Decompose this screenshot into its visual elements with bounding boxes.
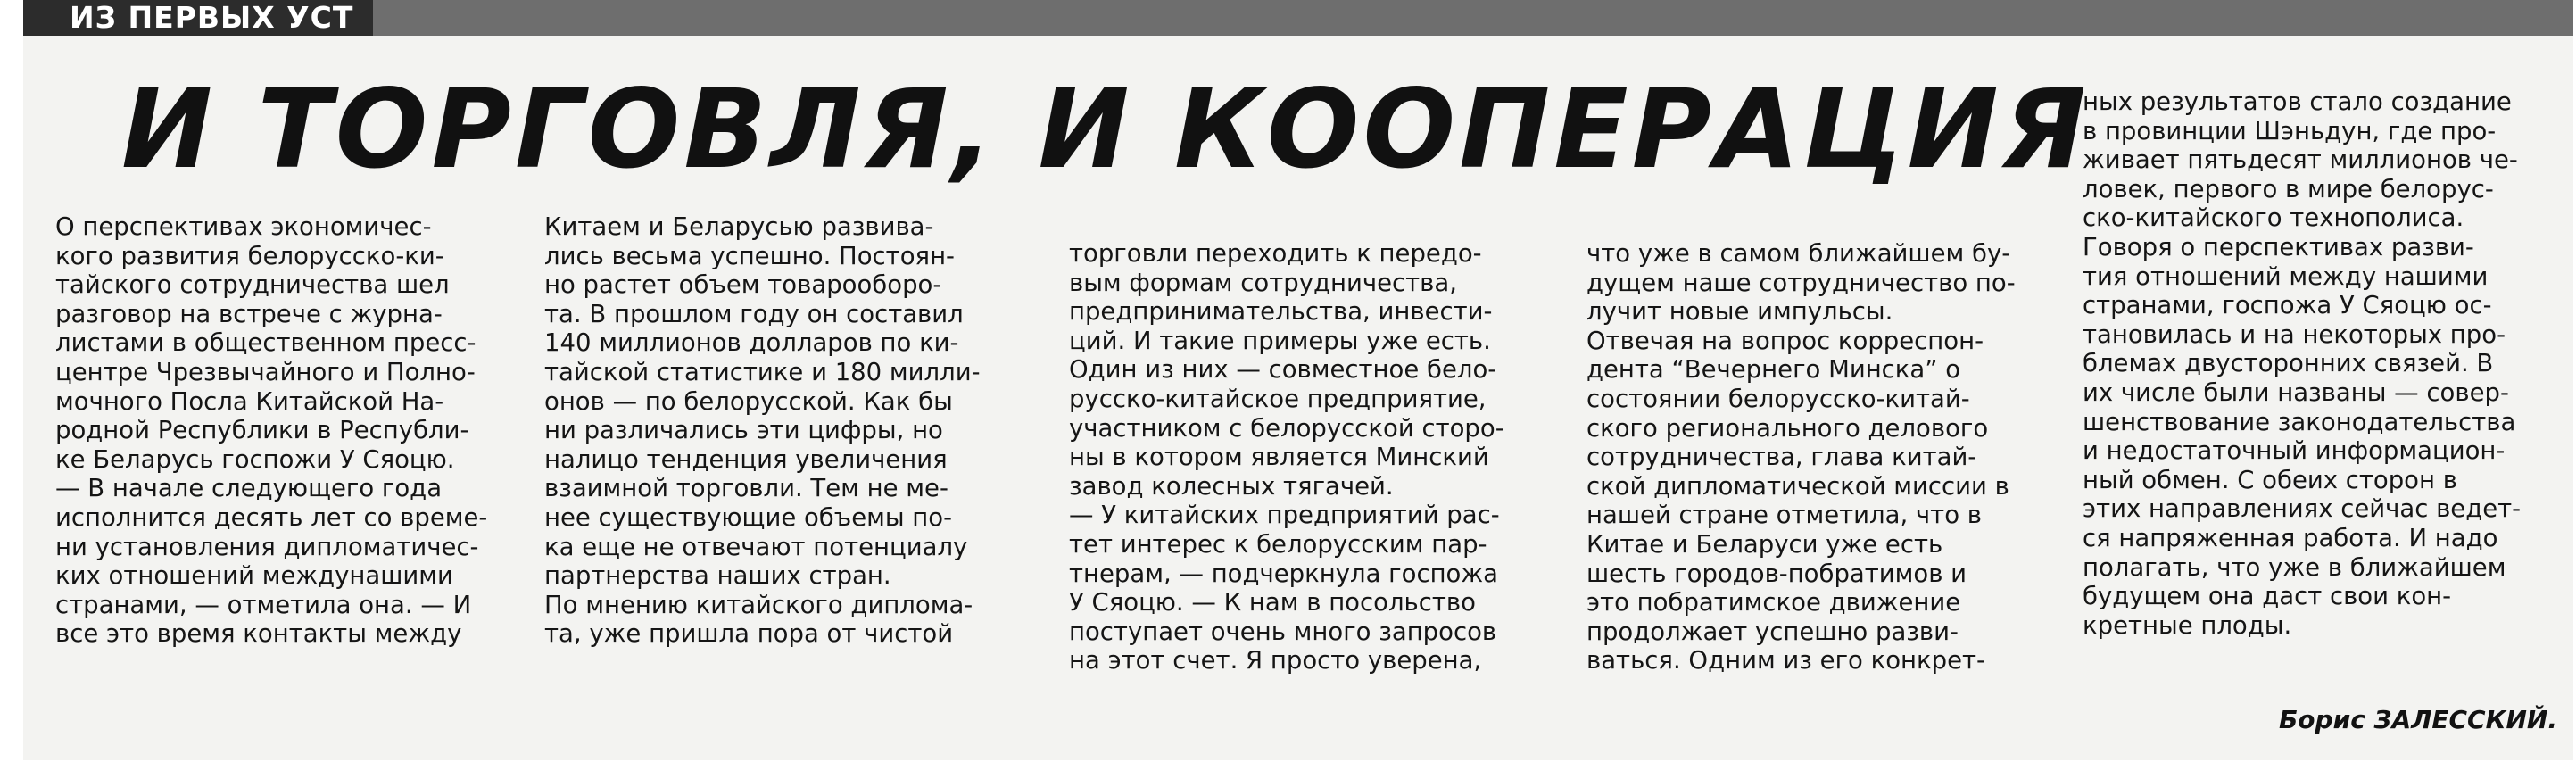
rubric-label: ИЗ ПЕРВЫХ УСТ bbox=[23, 0, 373, 36]
text-line: Китае и Беларуси уже есть bbox=[1586, 529, 1943, 559]
text-line: налицо тенденция увеличения bbox=[544, 444, 948, 474]
text-line: тия отношений между нашими bbox=[2083, 261, 2489, 291]
text-line: лись весьма успешно. Постоян- bbox=[544, 241, 955, 270]
text-line: листами в общественном пресс- bbox=[55, 328, 476, 358]
text-line: центре Чрезвычайного и Полно- bbox=[55, 357, 476, 386]
text-line: тет интерес к белорусским пар- bbox=[1069, 529, 1487, 559]
text-line: на этот счет. Я просто уверена, bbox=[1069, 646, 1482, 676]
text-line: та. В прошлом году он составил bbox=[544, 299, 964, 328]
text-line: ны в котором является Минский bbox=[1069, 443, 1489, 472]
text-line: ско-китайского технополиса. bbox=[2083, 203, 2464, 233]
article-column-1 bbox=[55, 212, 519, 649]
text-line: ций. И такие примеры уже есть. bbox=[1069, 326, 1491, 355]
text-line: странами, — отметила она. — И bbox=[55, 590, 472, 619]
text-line: в провинции Шэньдун, где про- bbox=[2083, 116, 2497, 145]
text-line: участником с белорусской сторо- bbox=[1069, 413, 1504, 443]
text-line: торговли переходить к передо- bbox=[1069, 239, 1482, 268]
text-line: По мнению китайского диплома- bbox=[544, 590, 973, 619]
text-line: ный обмен. С обеих сторон в bbox=[2083, 465, 2457, 494]
text-line: Говоря о перспективах разви- bbox=[2083, 232, 2474, 261]
text-line: полагать, что уже в ближайшем bbox=[2083, 552, 2506, 582]
text-line: завод колесных тягачей. bbox=[1069, 471, 1394, 501]
text-line: состоянии белорусско-китай- bbox=[1586, 384, 1970, 413]
text-line: но растет объем товарооборо- bbox=[544, 270, 942, 300]
text-line: тнерам, — подчеркнула госпожа bbox=[1069, 559, 1498, 588]
text-line: ни различались эти цифры, но bbox=[544, 416, 943, 445]
text-line: взаимной торговли. Тем не ме- bbox=[544, 474, 948, 503]
text-line: предпринимательства, инвести- bbox=[1069, 297, 1493, 327]
text-line: странами, госпожа У Сяоцю ос- bbox=[2083, 291, 2492, 320]
text-line: вым формам сотрудничества, bbox=[1069, 268, 1457, 297]
text-line: нее существующие объемы по- bbox=[544, 502, 953, 532]
text-line: продолжает успешно разви- bbox=[1586, 617, 1959, 646]
text-line: русско-китайское предприятие, bbox=[1069, 384, 1487, 413]
text-line: Китаем и Беларусью развива- bbox=[544, 212, 934, 241]
article-column-4 bbox=[1586, 239, 2082, 676]
text-line: шесть городов-побратимов и bbox=[1586, 559, 1967, 588]
text-line: ловек, первого в мире белорус- bbox=[2083, 174, 2494, 203]
text-line: что уже в самом ближайшем бу- bbox=[1586, 239, 2011, 268]
text-line: Один из них — совместное бело- bbox=[1069, 355, 1497, 385]
text-line: и недостаточный информацион- bbox=[2083, 436, 2506, 466]
text-line: кого развития белорусско-ки- bbox=[55, 241, 444, 270]
text-line: ких отношений междунашими bbox=[55, 561, 453, 591]
text-line: У Сяоцю. — К нам в посольство bbox=[1069, 588, 1476, 618]
text-line: поступает очень много запросов bbox=[1069, 617, 1497, 646]
newspaper-clipping bbox=[23, 0, 2573, 760]
text-line: мочного Посла Китайской На- bbox=[55, 386, 444, 416]
text-line: нашей стране отметила, что в bbox=[1586, 501, 1982, 530]
article-headline: И ТОРГОВЛЯ, И КООПЕРАЦИЯ bbox=[121, 66, 2090, 193]
author-byline: Борис ЗАЛЕССКИЙ. bbox=[2278, 705, 2557, 734]
text-line: их числе были названы — совер- bbox=[2083, 377, 2509, 407]
text-line: ского регионального делового bbox=[1586, 413, 1989, 443]
text-line: Отвечая на вопрос корреспон- bbox=[1586, 326, 1984, 355]
text-line: это побратимское движение bbox=[1586, 588, 1961, 618]
text-line: все это время контакты между bbox=[55, 619, 462, 649]
text-line: этих направлениях сейчас ведет- bbox=[2083, 494, 2522, 524]
text-line: шенствование законодательства bbox=[2083, 407, 2516, 436]
text-line: разговор на встрече с журна- bbox=[55, 299, 443, 328]
article-column-3 bbox=[1069, 239, 1564, 676]
text-line: ни установления дипломатичес- bbox=[55, 532, 479, 561]
text-line: — У китайских предприятий рас- bbox=[1069, 501, 1500, 530]
text-line: ваться. Одним из его конкрет- bbox=[1586, 646, 1985, 676]
text-line: 140 миллионов долларов по ки- bbox=[544, 328, 959, 358]
text-line: дущем наше сотрудничество по- bbox=[1586, 268, 2016, 297]
text-line: ке Беларусь госпожи У Сяоцю. bbox=[55, 444, 455, 474]
text-line: будущем она даст свои кон- bbox=[2083, 582, 2452, 611]
text-line: кретные плоды. bbox=[2083, 610, 2292, 640]
text-line: тайской статистике и 180 милли- bbox=[544, 357, 981, 386]
text-line: исполнится десять лет со време- bbox=[55, 502, 488, 532]
text-line: ся напряженная работа. И надо bbox=[2083, 523, 2498, 552]
article-column-5 bbox=[2083, 87, 2569, 640]
rubric-bar bbox=[23, 0, 2573, 36]
text-line: О перспективах экономичес- bbox=[55, 212, 432, 241]
text-line: ных результатов стало создание bbox=[2083, 87, 2512, 116]
text-line: партнерства наших стран. bbox=[544, 561, 891, 591]
text-line: блемах двусторонних связей. В bbox=[2083, 349, 2494, 378]
text-line: родной Республики в Республи- bbox=[55, 416, 469, 445]
text-line: живает пятьдесят миллионов че- bbox=[2083, 145, 2518, 175]
text-line: та, уже пришла пора от чистой bbox=[544, 619, 954, 649]
text-line: ской дипломатической миссии в bbox=[1586, 471, 2009, 501]
text-line: лучит новые импульсы. bbox=[1586, 297, 1893, 327]
article-column-2 bbox=[544, 212, 1044, 649]
text-line: тайского сотрудничества шел bbox=[55, 270, 450, 300]
text-line: тановилась и на некоторых про- bbox=[2083, 319, 2506, 349]
text-line: онов — по белорусской. Как бы bbox=[544, 386, 953, 416]
text-line: ка еще не отвечают потенциалу bbox=[544, 532, 968, 561]
text-line: сотрудничества, глава китай- bbox=[1586, 443, 1977, 472]
text-line: дента “Вечернего Минска” о bbox=[1586, 355, 1961, 385]
text-line: — В начале следующего года bbox=[55, 474, 443, 503]
